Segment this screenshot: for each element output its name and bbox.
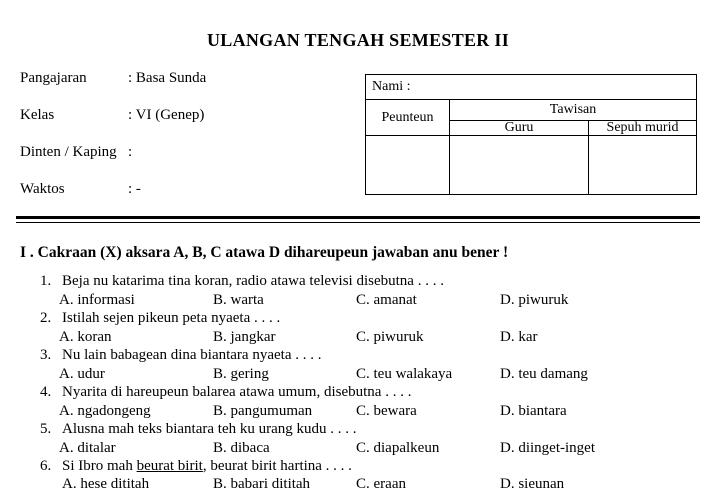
question-6 [40,458,352,475]
question-text: Nyarita di hareupeun balarea atawa umum, disebutna . . . . [62,384,412,400]
option-c: C. teu walakaya [356,366,453,382]
info-label-kelas: Kelas [20,107,55,123]
score-box [365,74,697,195]
question-number: 2. [40,310,52,326]
question-text-underlined: beurat birit [136,458,203,474]
info-value-dinten: : [128,144,133,160]
question-number: 6. [40,458,52,474]
info-value-pangajaran: : Basa Sunda [128,70,207,86]
option-d: D. kar [500,329,538,345]
guru-signature-cell [450,136,589,195]
question-1 [40,273,444,290]
divider-thick [16,216,700,219]
option-a: A. ditalar [59,440,116,456]
question-3 [40,347,321,364]
question-2 [40,310,280,327]
option-d: D. piwuruk [500,292,569,308]
info-value-kelas: : VI (Genep) [128,107,205,123]
info-label-pangajaran: Pangajaran [20,70,87,86]
page-title: ULANGAN TENGAH SEMESTER II [206,30,510,50]
option-b: B. gering [213,366,269,382]
question-number: 1. [40,273,52,289]
option-d: D. biantara [500,403,567,419]
peunteun-header: Peunteun [366,100,450,136]
divider-thin [16,222,700,223]
sepuh-signature-cell [589,136,697,195]
option-c: C. piwuruk [356,329,424,345]
info-label-waktos: Waktos [20,181,65,197]
peunteun-cell [366,136,450,195]
info-value-waktos: : - [128,181,141,197]
guru-header: Guru [450,121,589,136]
question-4 [40,384,411,401]
option-c: C. bewara [356,403,417,419]
option-c: C. eraan [356,476,406,492]
option-d: D. sieunan [500,476,565,492]
section-heading: I . Cakraan (X) aksara A, B, C atawa D dihareupeun jawaban anu bener ! [20,244,509,261]
option-b: B. babari dititah [213,476,311,492]
option-b: B. pangumuman [213,403,313,419]
question-text: Alusna mah teks biantara teh ku urang kudu . . . . [62,421,357,437]
question-5 [40,421,357,438]
question-text-post: , beurat birit hartina . . . . [202,458,352,474]
option-b: B. warta [213,292,264,308]
option-d: D. diinget-inget [500,440,595,456]
sepuh-header: Sepuh murid [589,121,697,136]
option-a: A. ngadongeng [59,403,151,419]
nami-field: Nami : [366,75,697,100]
info-label-dinten: Dinten / Kaping [20,144,117,160]
option-a: A. hese dititah [62,476,150,492]
option-c: C. amanat [356,292,417,308]
option-a: A. udur [59,366,105,382]
question-number: 3. [40,347,52,363]
question-text: Istilah sejen pikeun peta nyaeta . . . . [62,310,281,326]
option-a: A. koran [59,329,112,345]
option-b: B. dibaca [213,440,270,456]
tawisan-header: Tawisan [450,100,697,121]
question-text-pre: Si Ibro mah [62,458,137,474]
question-number: 5. [40,421,52,437]
option-c: C. diapalkeun [356,440,440,456]
option-d: D. teu damang [500,366,588,382]
option-a: A. informasi [59,292,135,308]
question-text: Nu lain babagean dina biantara nyaeta . . . . [62,347,322,363]
option-b: B. jangkar [213,329,276,345]
question-text: Beja nu katarima tina koran, radio atawa televisi disebutna . . . . [62,273,444,289]
question-number: 4. [40,384,52,400]
